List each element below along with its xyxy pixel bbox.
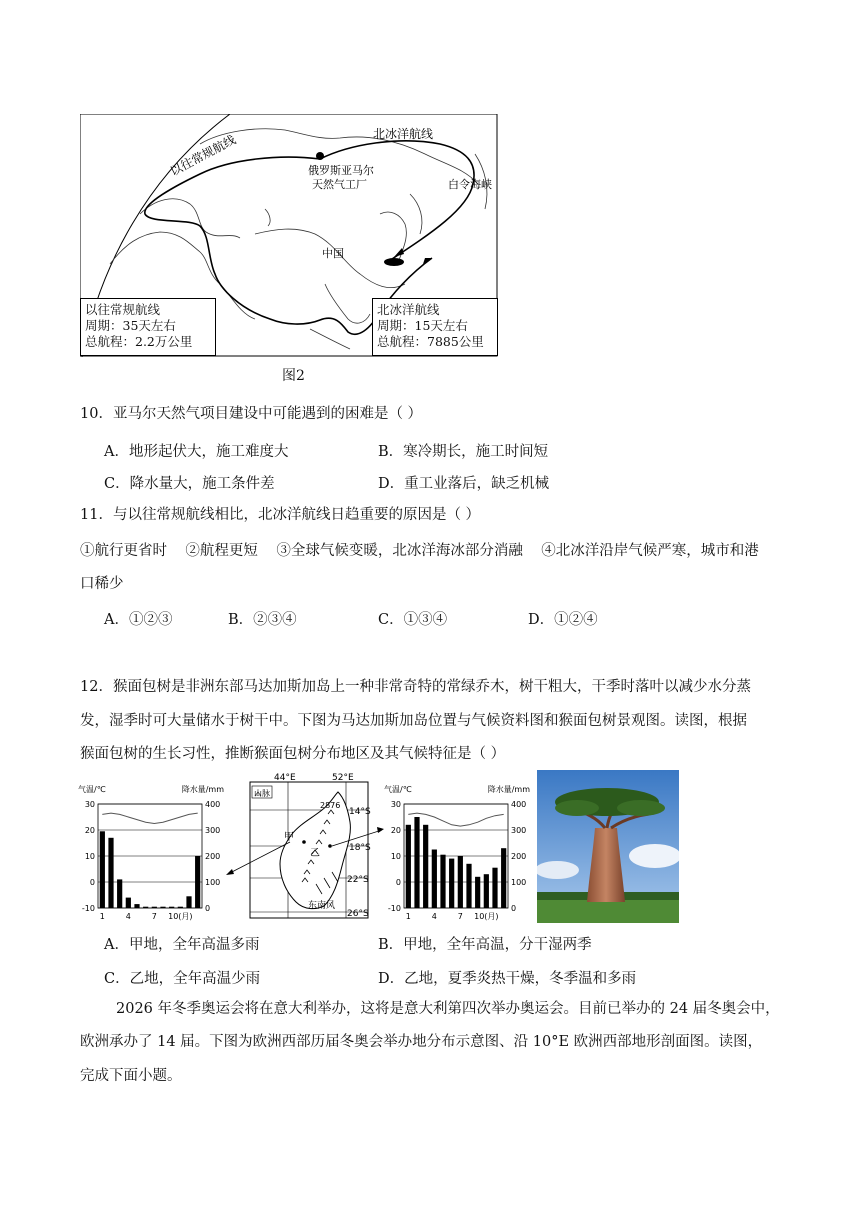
q12-option-b[interactable]: B．甲地，全年高温，分干湿两季 — [378, 937, 592, 953]
old-route-box-period: 周期：35天左右 — [85, 318, 176, 333]
temp-tick: 0 — [395, 878, 401, 887]
precip-bar — [440, 855, 445, 908]
precip-tick: 100 — [205, 878, 221, 887]
temp-line — [408, 813, 503, 826]
precip-tick: 300 — [511, 826, 527, 835]
site-jia: 甲 — [284, 832, 294, 843]
q11-items-line2: 口稀少 — [80, 576, 124, 592]
precip-bar — [501, 848, 506, 908]
month-tick: 4 — [431, 912, 437, 921]
plant-label-1: 俄罗斯亚马尔 — [308, 164, 374, 177]
precip-bar — [432, 850, 437, 909]
precip-bar — [160, 907, 165, 908]
precip-tick: 0 — [511, 904, 517, 913]
temp-tick: 0 — [89, 878, 95, 887]
north-route-label: 北冰洋航线 — [373, 127, 434, 141]
q10-stem: 10．亚马尔天然气项目建设中可能遇到的困难是（ ） — [80, 406, 423, 422]
q10-option-a[interactable]: A．地形起伏大，施工难度大 — [104, 444, 289, 460]
north-route-box-title: 北冰洋航线 — [377, 302, 440, 317]
precip-bar — [134, 904, 139, 908]
precip-tick: 100 — [511, 878, 527, 887]
link-arrows — [210, 800, 410, 880]
temp-tick: 10 — [84, 852, 95, 861]
precip-bar — [152, 907, 157, 908]
q12-line-2: 发，湿季时可大量储水于树干中。下图为马达加斯加岛位置与气候资料图和猴面包树景观图。读图，根据 — [80, 713, 747, 729]
precip-bar — [108, 838, 113, 908]
q11-option-a[interactable]: A．①②③ — [104, 612, 173, 628]
china-label: 中国 — [322, 247, 344, 260]
temp-axis-label: 气温/℃ — [384, 785, 412, 794]
precip-bar — [458, 856, 463, 908]
precip-bar — [178, 907, 183, 908]
mountain-legend: 山脉 — [254, 789, 270, 798]
temp-axis-label: 气温/℃ — [78, 785, 106, 794]
precip-bar — [475, 877, 480, 908]
q11-stem: 11．与以往常规航线相比，北冰洋航线日趋重要的原因是（ ） — [80, 507, 481, 523]
q10-option-d[interactable]: D．重工业落后，缺乏机械 — [378, 476, 550, 492]
temp-tick: -10 — [81, 904, 95, 913]
temp-tick: 30 — [84, 800, 95, 809]
precip-tick: 200 — [205, 852, 221, 861]
precip-bar — [100, 831, 105, 908]
precip-bar — [466, 864, 471, 908]
precip-bar — [414, 817, 419, 908]
precip-tick: 300 — [205, 826, 221, 835]
q12-option-d[interactable]: D．乙地，夏季炎热干燥，冬季温和多雨 — [378, 971, 637, 987]
peak-elevation: 2876 — [320, 801, 341, 810]
baobab-photo — [537, 770, 679, 923]
temp-tick: 20 — [84, 826, 95, 835]
lat-26s: 26°S — [347, 909, 369, 919]
north-route-box-distance: 总航程：7885公里 — [377, 334, 484, 349]
lat-14s: 14°S — [349, 807, 371, 817]
month-tick: 7 — [457, 912, 463, 921]
precip-tick: 0 — [205, 904, 211, 913]
temp-tick: 20 — [390, 826, 401, 835]
q10-option-c[interactable]: C．降水量大，施工条件差 — [104, 476, 275, 492]
temp-line — [102, 813, 197, 823]
precip-tick: 200 — [511, 852, 527, 861]
north-route-box — [372, 298, 498, 356]
route-map — [80, 114, 498, 357]
precip-bar — [143, 907, 148, 908]
site-yi: 乙 — [310, 848, 320, 859]
q12-line-3: 猴面包树的生长习性，推断猴面包树分布地区及其气候特征是（ ） — [80, 746, 506, 762]
baobab-photo-drawing — [537, 770, 679, 923]
q12-line-1: 12．猴面包树是非洲东部马达加斯加岛上一种非常奇特的常绿乔木，树干粗大，干季时落叶以减少水分蒸 — [80, 679, 751, 695]
month-tick: 7 — [151, 912, 157, 921]
precip-bar — [423, 825, 428, 908]
q11-option-d[interactable]: D．①②④ — [528, 612, 598, 628]
precip-bar — [126, 898, 131, 908]
plant-label-2: 天然气工厂 — [312, 178, 367, 191]
lon-44e: 44°E — [274, 773, 296, 783]
figure-caption: 图2 — [282, 368, 305, 384]
lat-22s: 22°S — [347, 875, 369, 885]
old-route-box-distance: 总航程：2.2万公里 — [85, 334, 193, 349]
month-tick: 1 — [405, 912, 411, 921]
q11-items-line1: ①航行更省时 ②航程更短 ③全球气候变暖，北冰洋海冰部分消融 ④北冰洋沿岸气候严寒，城市和港 — [80, 543, 759, 559]
precip-bar — [169, 907, 174, 908]
lat-18s: 18°S — [349, 843, 371, 853]
precip-bar — [117, 879, 122, 908]
lon-52e: 52°E — [332, 773, 354, 783]
precip-bar — [195, 856, 200, 908]
precip-bar — [484, 874, 489, 908]
temp-tick: 10 — [390, 852, 401, 861]
wind-label: 东南风 — [308, 901, 336, 911]
old-route-box — [80, 298, 216, 356]
temp-tick: -10 — [387, 904, 401, 913]
precip-bar — [186, 896, 191, 908]
north-route-box-period: 周期：15天左右 — [377, 318, 468, 333]
old-route-label: 以往常规航线 — [167, 132, 238, 179]
climate-chart-left — [78, 778, 228, 923]
precip-tick: 400 — [205, 800, 221, 809]
month-tick: 10(月) — [168, 912, 193, 921]
intro-line-3: 完成下面小题。 — [80, 1068, 182, 1084]
precip-bar — [449, 859, 454, 908]
old-route-box-title: 以往常规航线 — [85, 302, 161, 317]
intro-line-2: 欧洲承办了 14 届。下图为欧洲西部历届冬奥会举办地分布示意图、沿 10°E 欧洲西部地形剖面图。读图， — [80, 1034, 763, 1050]
q10-option-b[interactable]: B．寒冷期长，施工时间短 — [378, 444, 549, 460]
q11-option-c[interactable]: C．①③④ — [378, 612, 448, 628]
precip-axis-label: 降水量/mm — [487, 785, 530, 794]
month-tick: 10(月) — [474, 912, 499, 921]
precip-tick: 400 — [511, 800, 527, 809]
precip-axis-label: 降水量/mm — [181, 785, 224, 794]
temp-tick: 30 — [390, 800, 401, 809]
precip-bar — [492, 868, 497, 908]
month-tick: 1 — [99, 912, 105, 921]
intro-line-1: 2026 年冬季奥运会将在意大利举办，这将是意大利第四次举办奥运会。目前已举办的 24 届冬奥会中， — [116, 1001, 780, 1017]
month-tick: 4 — [125, 912, 131, 921]
q12-option-c[interactable]: C．乙地，全年高温少雨 — [104, 971, 261, 987]
strait-label: 白令海峡 — [448, 178, 492, 191]
q12-option-a[interactable]: A．甲地，全年高温多雨 — [104, 937, 260, 953]
q11-option-b[interactable]: B．②③④ — [228, 612, 297, 628]
